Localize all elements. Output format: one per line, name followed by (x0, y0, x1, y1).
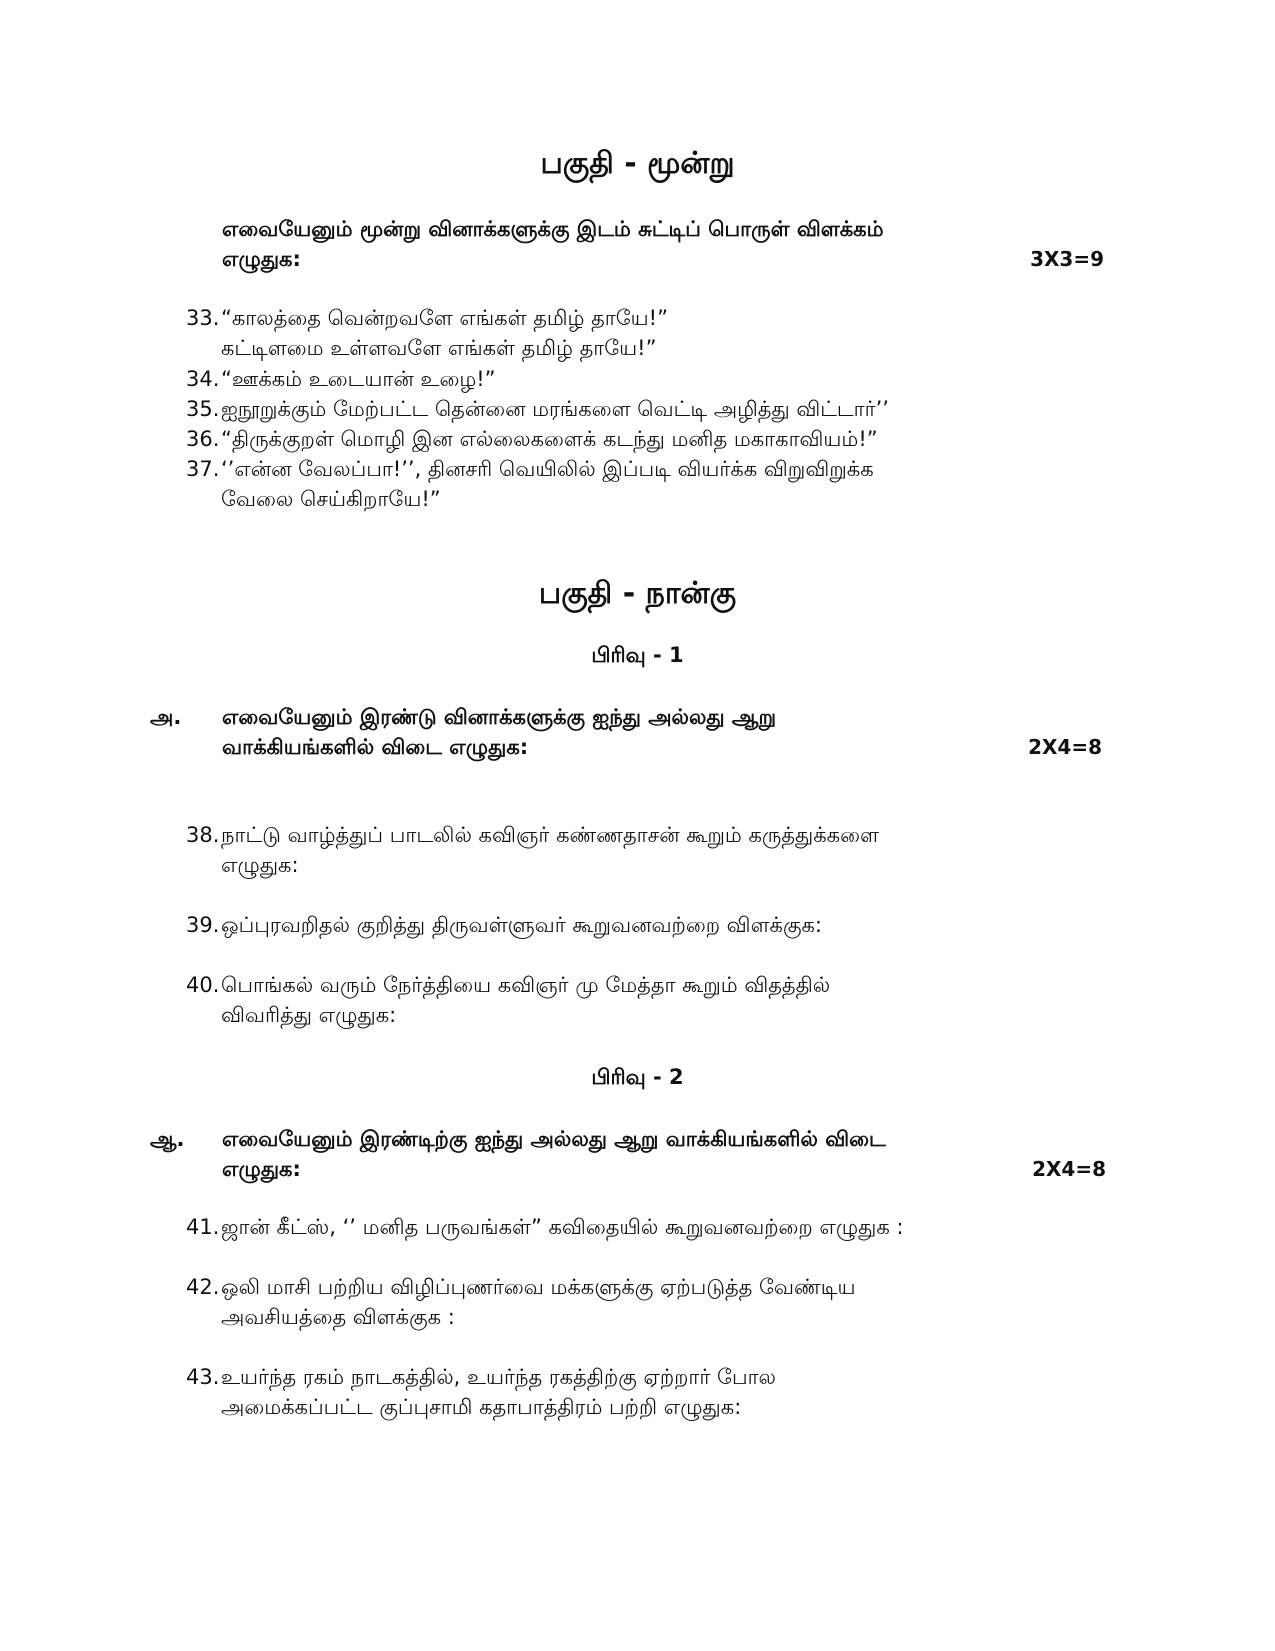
question-34 (186, 364, 496, 394)
question-text: ஜான் கீட்ஸ், ‘’ மனித பருவங்கள்” கவிதையில் கூறுவனவற்றை எழுதுக : (221, 1215, 904, 1239)
section1-title: பிரிவு - 1 (591, 643, 684, 667)
part4-title: பகுதி - நான்கு (538, 576, 737, 611)
question-43 (186, 1362, 776, 1392)
section2-title: பிரிவு - 2 (591, 1065, 684, 1089)
question-number: 37. (186, 457, 220, 481)
question-37-continuation: வேலை செய்கிறாயே!” (221, 487, 441, 511)
question-text: “திருக்குறள் மொழி இன எல்லைகளைக் கடந்து மனித மகாகாவியம்!” (221, 427, 878, 451)
question-number: 33. (186, 306, 220, 330)
section2-instruction-line1: எவையேனும் இரண்டிற்கு ஐந்து அல்லது ஆறு வாக்கியங்களில் விடை (222, 1127, 886, 1151)
question-43-continuation: அமைக்கப்பட்ட குப்புசாமி கதாபாத்திரம் பற்றி எழுதுக: (221, 1395, 742, 1419)
question-35 (186, 394, 889, 424)
section1-instruction-line1: எவையேனும் இரண்டு வினாக்களுக்கு ஐந்து அல்லது ஆறு (222, 705, 777, 729)
question-42 (186, 1272, 855, 1302)
part3-title: பகுதி - மூன்று (540, 146, 735, 181)
question-40 (186, 970, 830, 1000)
question-42-continuation: அவசியத்தை விளக்குக : (221, 1305, 455, 1329)
question-37 (186, 454, 874, 484)
question-33-continuation: கட்டிளமை உள்ளவளே எங்கள் தமிழ் தாயே!” (221, 336, 657, 360)
question-text: ஐநூறுக்கும் மேற்பட்ட தென்னை மரங்களை வெட்டி அழித்து விட்டார்’’ (221, 397, 889, 421)
question-number: 34. (186, 367, 220, 391)
question-number: 35. (186, 397, 220, 421)
question-33 (186, 303, 668, 333)
question-number: 38. (186, 823, 220, 847)
question-38 (186, 820, 879, 850)
question-41 (186, 1212, 904, 1242)
question-38-continuation: எழுதுக: (221, 853, 299, 877)
question-text: “காலத்தை வென்றவளே எங்கள் தமிழ் தாயே!” (221, 306, 668, 330)
question-number: 40. (186, 973, 220, 997)
question-text: உயர்ந்த ரகம் நாடகத்தில், உயர்ந்த ரகத்திற்கு ஏற்றார் போல (221, 1365, 776, 1389)
question-text: பொங்கல் வரும் நேர்த்தியை கவிஞர் மு மேத்தா கூறும் விதத்தில் (221, 973, 831, 997)
question-number: 43. (186, 1365, 220, 1389)
section2-instruction-line2: எழுதுக: (222, 1157, 301, 1181)
section1-marks: 2X4=8 (1028, 735, 1102, 759)
part3-instruction-line2: எழுதுக: (222, 247, 301, 271)
question-text: ‘’என்ன வேலப்பா!’’, தினசரி வெயிலில் இப்படி வியர்க்க விறுவிறுக்க (221, 457, 874, 481)
question-39 (186, 910, 822, 940)
question-40-continuation: விவரித்து எழுதுக: (221, 1003, 397, 1027)
question-text: நாட்டு வாழ்த்துப் பாடலில் கவிஞர் கண்ணதாசன் கூறும் கருத்துக்களை (221, 823, 879, 847)
question-number: 39. (186, 913, 220, 937)
question-number: 42. (186, 1275, 220, 1299)
section2-label: ஆ. (150, 1127, 185, 1151)
section1-instruction-line2: வாக்கியங்களில் விடை எழுதுக: (222, 735, 529, 759)
section1-label: அ. (150, 705, 182, 729)
question-number: 36. (186, 427, 220, 451)
part3-instruction-line1: எவையேனும் மூன்று வினாக்களுக்கு இடம் சுட்டிப் பொருள் விளக்கம் (222, 217, 884, 241)
part3-marks: 3X3=9 (1030, 247, 1104, 271)
section2-marks: 2X4=8 (1032, 1157, 1106, 1181)
question-text: ஒலி மாசி பற்றிய விழிப்புணர்வை மக்களுக்கு ஏற்படுத்த வேண்டிய (221, 1275, 856, 1299)
question-text: “ஊக்கம் உடையான் உழை!” (221, 367, 496, 391)
question-36 (186, 424, 878, 454)
question-number: 41. (186, 1215, 220, 1239)
question-text: ஒப்புரவறிதல் குறித்து திருவள்ளுவர் கூறுவனவற்றை விளக்குக: (221, 913, 823, 937)
